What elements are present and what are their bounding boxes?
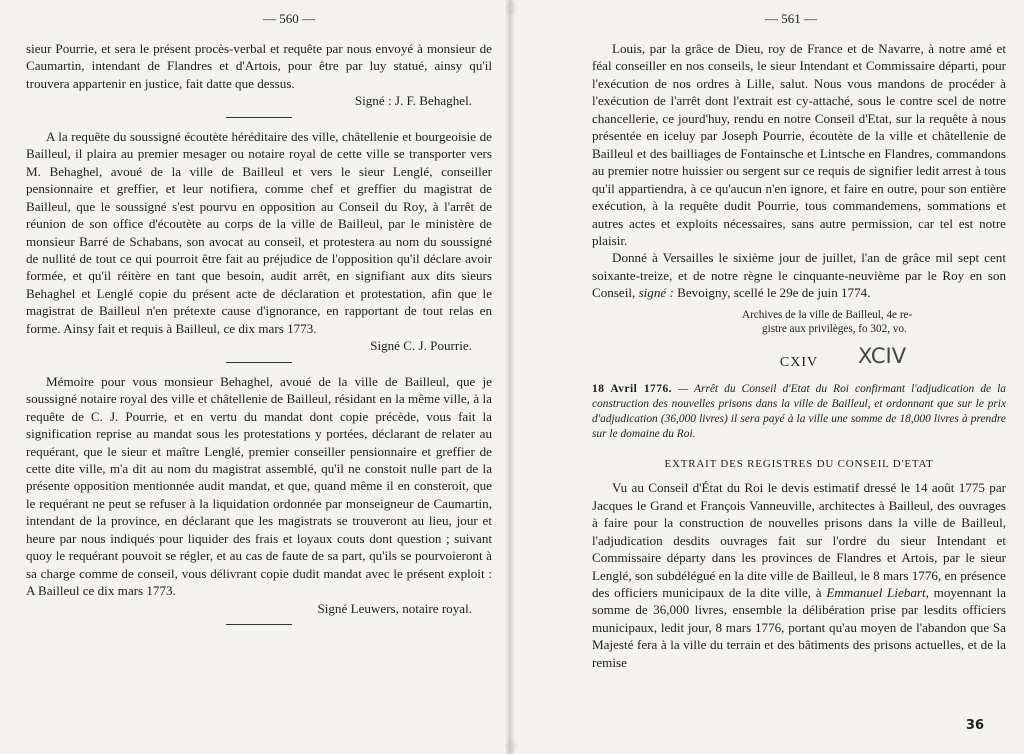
separator-rule	[226, 624, 292, 625]
archives-line-1: Archives de la ville de Bailleul, 4e re-	[742, 308, 913, 321]
extrait-heading: EXTRAIT DES REGISTRES DU CONSEIL D'ETAT	[664, 457, 934, 470]
separator-rule	[226, 362, 292, 363]
left-folio: — 560 —	[263, 11, 315, 26]
scan-mark	[505, 2, 517, 14]
chapter-summary	[592, 382, 1006, 442]
dating-clause: Donné à Versailles le sixième jour de juillet, l'an de grâce mil sept cent soixante-treize, et de notre règne le cinquante-neuvième par le Roy en son Conseil,	[592, 250, 1006, 301]
right-paragraph-2	[592, 249, 1006, 301]
paragraph-3-end: moyennant la somme de 36,000 livres, ensemble la délibération prise par lesdits officiers municipaux, ledit jour, 8 mars 1776, portant qu'au moyen de l'abandon que Sa Majesté fera à la ville du terrain et des bâtiments des prisons actuelles, et de la remise	[592, 584, 1007, 670]
left-paragraph-2: A la requête du soussigné écoutète héréditaire des ville, châtellenie et bourgeoisie de Bailleul, il plaira au premier mesager ou notaire royal de cette ville se transporter vers M. Behaghel, avoué de la ville de Bailleul et vers le sieur Lenglé, conseiller pensionnaire et greffier, et leur notifiera, comme chef et greffier du magistrat de Bailleul, que le soussigné s'est pourvu en opposition au Conseil du Roy, à l'arrêt de réunion de son office d'écoutète au corps de la ville de Bailleul, par le ministère de monsieur Barré de Schabans, son avocat au conseil, et protestera au nom du soussigné de nullité de tout ce qui pourroit être fait au préjudice de l'opposition qu'il déclare avoir formée, et qu'il réitère en tant que besoin, audit arrêt, en signifiant aux dits sieurs Behaghel et Lenglé copie du présent acte de déclaration et protestation, afin que le magistrat de Bailleul n'en prétexte cause d'ignorance, en rapportant de tout relas en forme. Ainsy fait et requis à Bailleul, ce dix mars 1773.	[26, 128, 492, 336]
left-paragraph-1: sieur Pourrie, et sera le présent procès-verbal et requête par nous envoyé à monsieur de Caumartin, intendant de Flandres et d'Artois, pour être par luy statué, ainsy qu'il trouvera appartenir en justice, fait datte que dessus.	[26, 41, 492, 91]
adjudicataire-name: Emmanuel Liebart,	[826, 584, 929, 600]
left-page	[0, 0, 510, 754]
right-paragraph-3	[592, 479, 1006, 671]
left-paragraph-3: Mémoire pour vous monsieur Behaghel, avoué de la ville de Bailleul, que je soussigné notaire royal des ville et châtellenie de Bailleul, résidant en la même ville, à la requête de C. J. Pourrie, et en vertu du mandat dont copie précède, vous fait la signification reprise au mandat sous les protestations y portées, déclarant de relater au requérant, que le sieur et maître Lenglé, premier conseiller pensionnaire et greffier de cette dite ville, m'a dit au nom du magistrat assemblé, qu'il ne constoit nulle part de la présente opposition mentionnée audit mandat, et que, quand même il en consteroit, que le requérant ne peut se refuser à la liquidation ordonnée par monseigneur de Caumartin, intendant de la province, en déclarant que les magistrats se trouveront au lieu, jour et heure par nous indiqués pour liquider des frais et loyaux couts dont question ; suivant quoy le requérant pouvoit se régler, et au cas de faute de sa part, qu'ils se pourvoieront à sa charge comme de conseil, vous délivrant copie dudit mandat avec le présent exploit : A Bailleul ce dix mars 1773.	[26, 373, 492, 599]
scan-mark	[505, 740, 517, 752]
summary-date: 18 Avril 1776.	[592, 382, 672, 395]
separator-rule	[226, 117, 292, 118]
archives-reference	[742, 308, 1006, 336]
page-number: 36	[965, 718, 984, 733]
right-paragraph-1: Louis, par la grâce de Dieu, roy de France et de Navarre, à notre amé et féal conseiller en nos conseils, le sieur Intendant et Commissaire départi, pour l'exécution de nos ordres à Lille, salut. Nous vous mandons de procéder à l'exécution de l'arrêt dont l'extrait est cy-attaché, sous le contre scel de notre chancellerie, ce jourd'huy, rendu en notre Conseil d'Etat, sur la requête à nous présentée en iceluy par Joseph Pourrie, écoutète de la ville et châtellenie de Bailleul et des bailliages de Fontainsche et Lintsche en Flandres, commandons au premier notre huissier ou sergent sur ce requis de signifier ledit arrest à tous qu'il appartiendra, à ce qu'aucun n'en ignore, et faire en outre, pour son entière exécution, à la requête dudit Pourrie, tous commandemens, sommations et autres actes et exploits nécessaires, sans autre permission, car tel est notre plaisir.	[592, 41, 1006, 248]
signe-label: signé :	[638, 285, 674, 301]
right-page	[512, 0, 1024, 754]
left-signature-3: Signé Leuwers, notaire royal.	[317, 600, 472, 616]
archives-line-2: gistre aux privilèges, fo 302, vo.	[762, 322, 907, 335]
summary-text: — Arrêt du Conseil d'Etat du Roi confirmant l'adjudication de la construction des nouvelles prisons dans la ville de Bailleul, et ordonnant que sur le prix d'adjudication (36,000 livres) il sera payé à la ville une somme de 18,000 livres à prendre sur le domaine du Roi.	[592, 382, 1006, 440]
left-signature-1: Signé : J. F. Behaghel.	[354, 93, 472, 109]
chapter-heading	[592, 343, 1006, 374]
right-folio: — 561 —	[765, 11, 817, 26]
signatory: Bevoigny, scellé le 29e de juin 1774.	[677, 285, 871, 301]
chapter-number: CXIV	[779, 354, 819, 370]
paragraph-3-start: Vu au Conseil d'État du Roi le devis estimatif dressé le 14 août 1775 par Jacques le Grand et François Vanneuville, architectes à Bailleul, des ouvrages à faire pour la construction de nouvelles prisons dans la ville de Bailleul, l'adjudication desdits ouvrages fait sur l'ordre du sieur Intendant et Commissaire départy dans les provinces de Flandres et Artois, par le sieur Lenglé, son subdélégué en la dite ville de Bailleul, le 8 mars 1776, en présence des officiers municipaux de la dite ville, à	[592, 480, 1006, 600]
left-signature-2: Signé C. J. Pourrie.	[370, 338, 472, 354]
handwritten-annotation: XCIV	[858, 343, 907, 368]
